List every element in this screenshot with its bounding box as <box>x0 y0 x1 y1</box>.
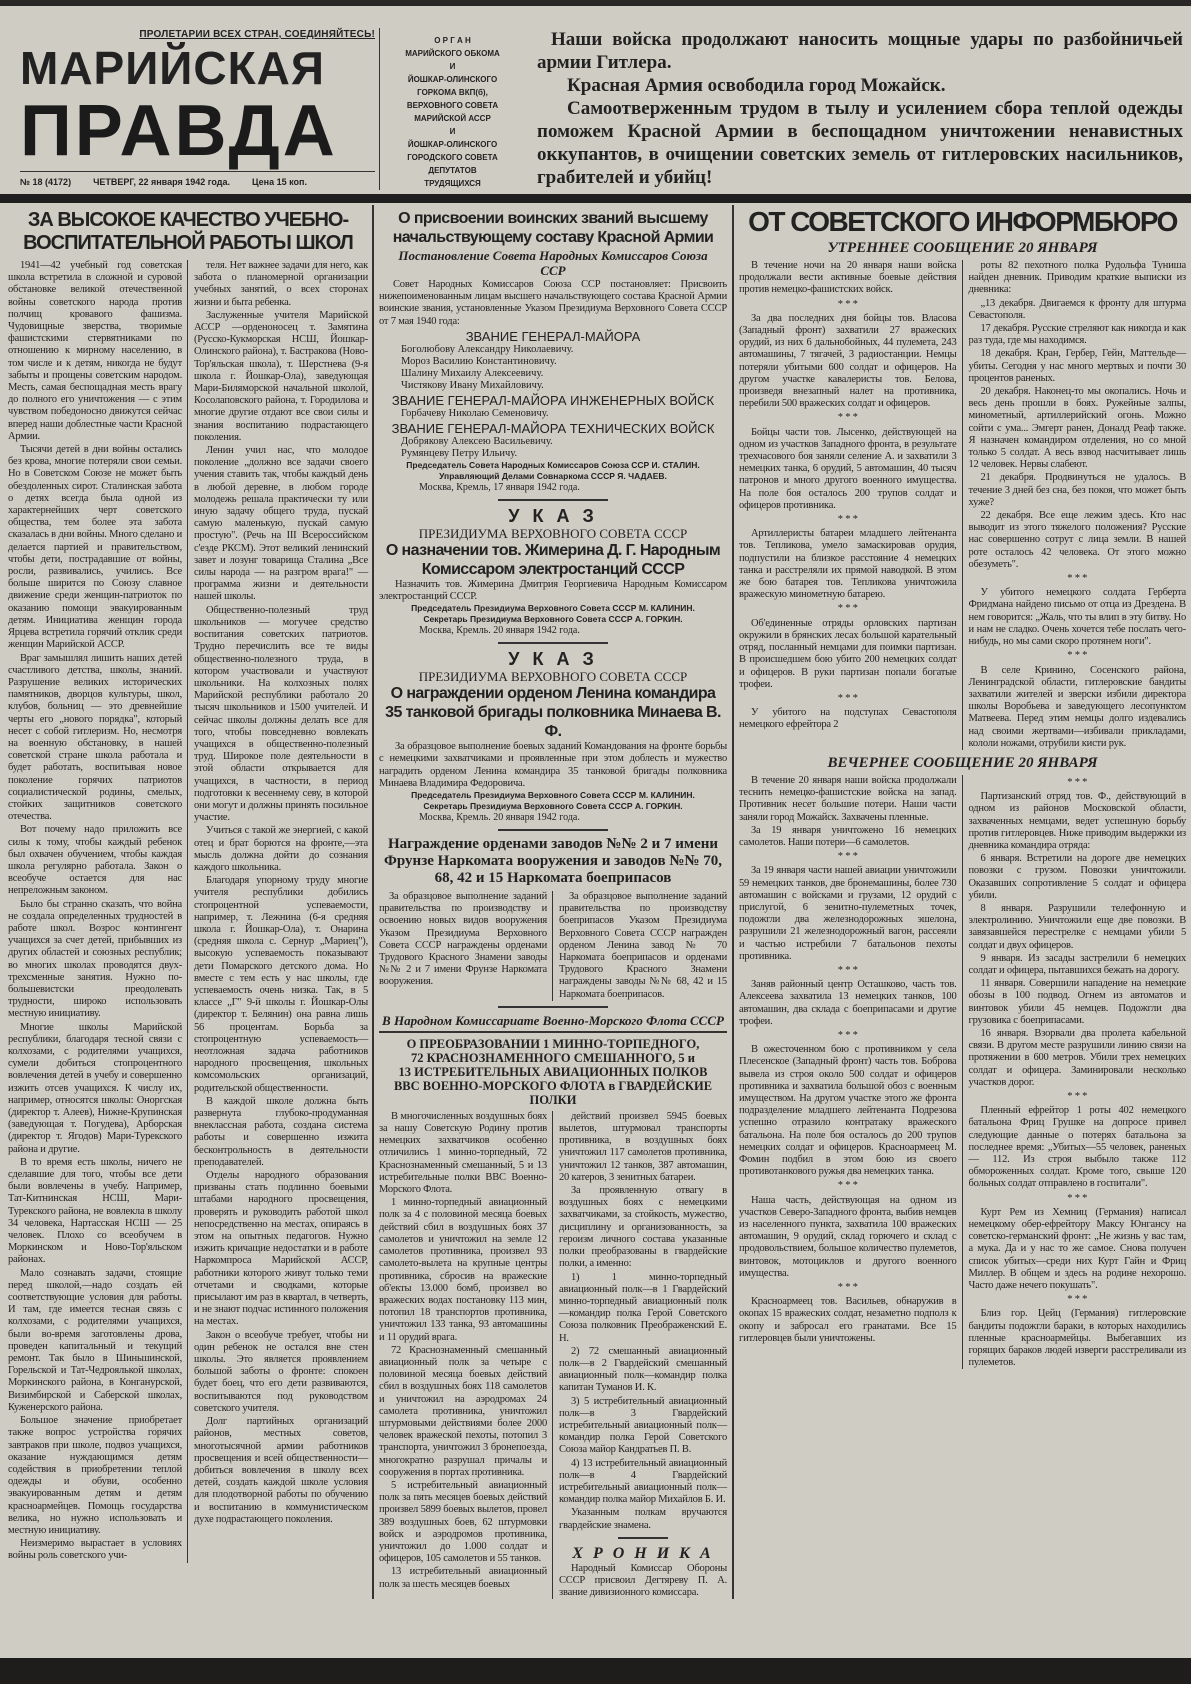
paragraph: Отделы народного образования призваны стать подлинно боевыми штабами народного просвещения, проверять и руководить работой школ непосредственно на местах, опираясь в этом на опытных педагогов. Нужно изжить кричащие недостатки и в работе Наркомпроса Марийской АССР, работники которого живут только теми отчетами и сводками, которые присылают им раз в квартал, в четверть, и не знают подчас истинного положения на местах. <box>194 1170 368 1328</box>
paragraph: Бойцы части тов. Лысенко, действующей на одном из участков Западного фронта, в результате трехчасового боя заняли селение А. и захватили 3 немецких танка, 6 орудий, 5 автомашин, 40 тысяч патронов и много другого военного имущества. На поле боя осталось 200 трупов солдат и офицеров противника. <box>739 426 957 511</box>
editorial-columns <box>8 260 368 1563</box>
middle-column <box>374 203 732 1599</box>
paragraph: В течение 20 января наши войска продолжали теснить немецко-фашистские войска на запад. Противник несет большие потери. Наши части заняли город Можайск. Захвачены пленные. <box>739 774 957 823</box>
paragraph: Многие школы Марийской республики, благодаря тесной связи с колхозами, с родителями учащихся, сумели добиться стопроцентного вовлечения детей в учебу и совершенно изжить отсев учащихся. К числу их, например, относятся школы: Оноргская (директор т. Алеев), Нижне-Крупинская (заведующая т. Погудева), Арборская (директор т. Ягодов) Мари-Турекского района и другие. <box>8 1021 182 1155</box>
editorial-title-line: ВОСПИТАТЕЛЬНОЙ РАБОТЫ ШКОЛ <box>23 232 353 254</box>
morning-report-title: УТРЕННЕЕ СООБЩЕНИЕ 20 ЯНВАРЯ <box>827 240 1098 256</box>
editorial-title-line: ЗА ВЫСОКОЕ КАЧЕСТВО УЧЕБНО- <box>27 209 349 231</box>
paragraph: Заняв районный центр Осташково, часть тов. Алексеева захватила 13 немецких танков, 100 автомашин, два склада с боеприпасами и другие трофеи. <box>739 979 957 1027</box>
masthead-slogan: ПРОЛЕТАРИИ ВСЕХ СТРАН, СОЕДИНЯЙТЕСЬ! <box>139 29 375 40</box>
editorial-headline <box>8 209 368 255</box>
factories-columns <box>379 891 727 1001</box>
evening-column-2 <box>969 775 1187 1370</box>
navy-title-line: О ПРЕОБРАЗОВАНИИ 1 МИННО-ТОРПЕДНОГО, <box>406 1036 700 1051</box>
paragraph: 5 истребительный авиационный полк за пять месяцев боевых действий произвел 5899 боевых вылетов, провел 389 воздушных боев, 62 штурмовки войск и аэродромов противника, уничтожил до 1.000 солдат и офицеров, 105 самолетов и 55 танков. <box>379 1479 547 1565</box>
morning-column-2 <box>969 260 1187 750</box>
ranks-title-line: начальствующему составу Красной Армии <box>392 229 714 246</box>
factories-title: Награждение орденами заводов №№ 2 и 7 имени Фрунзе Наркомата вооружения и заводов №№ 70, 68, 42 и 15 Наркомата боеприпасов <box>384 836 722 887</box>
ukaz-zhimerin <box>379 506 727 644</box>
navy-title-line: 72 КРАСНОЗНАМЕННОГО СМЕШАННОГО, 5 и <box>410 1050 696 1065</box>
section-separator: * * * <box>1067 776 1088 788</box>
factories-award <box>379 836 727 1008</box>
ukaz-heading: У К А З <box>508 505 598 526</box>
paragraph: Тысячи детей в дни войны остались без крова, многие потеряли свои семьи. Но в Советском Союзе не может быть обездоленных сирот. Сталинская забота о детях всегда была одной из характернейших черт советского общества, тем более эта забота сказалась в дни войны. Много сделано и делается партией и правительством, чтобы дети, пострадавшие от войны, росли, развивались, учились. Все больше ширится по Союзу славное движение среди женщин-патриоток по оказанию помощи эвакуированным детям. Инициатива женщин города Ярцева встретила горячий отклик среди женщин Марийской АССР. <box>8 444 182 651</box>
masthead-title-block <box>20 28 375 190</box>
section-separator: * * * <box>837 1029 858 1041</box>
paragraph: За 19 января части нашей авиации уничтожили 59 немецких танков, две бронемашины, более 730 автомашин с войсками и грузами, 12 орудий с прислугой, 6 зенитно-пулеметных точек, подожгли два железнодорожных эшелона, разрушили 21 железнодорожный вагон, рассеяли и частью истребили 7 батальонов пехоты противника. <box>739 865 957 962</box>
signature: Секретарь Президиума Верховного Совета СССР А. ГОРКИН. <box>423 801 683 812</box>
paragraph: В то время есть школы, ничего не сделавшие для того, чтобы все дети были вовлечены в учебу. Например, Тат-Китнинская НСШ, Мари-Турекского района, не вовлекла в школу 34 человека, Нартасская НСШ — 25 человек. Плохо со всеобучем в Моркинском и Ново-Тор'яльском районах. <box>8 1156 182 1266</box>
publisher-line: И <box>449 62 456 71</box>
dateline: Москва, Кремль, 17 января 1942 года. <box>419 481 580 493</box>
divider <box>618 1537 668 1539</box>
section-separator: * * * <box>837 298 858 310</box>
ukaz-title-line: О назначении тов. Жимерина Д. Г. Народным <box>385 541 721 559</box>
chronicle-title: Х Р О Н И К А <box>572 1544 714 1562</box>
section-separator: * * * <box>837 603 858 615</box>
paragraph: Враг замышлял лишить наших детей счастливого детства, школы, знаний. Разрушение великих исторических памятников, дворцов культуры, школ, клубов, больниц — это древнейшие черты его „нового порядка", который несет с собой гитлеризм. Но, несмотря на военную обстановку, в нашей советской стране школа работала и будет работать, воспитывая новое поколение горячих патриотов социалистической родины, смелых, стойких защитников советского отечества. <box>8 652 182 823</box>
awardee-name: Чистякову Ивану Михайловичу. <box>401 379 544 391</box>
page-columns <box>0 203 1191 1599</box>
ukaz-body-name: ПРЕЗИДИУМА ВЕРХОВНОГО СОВЕТА СССР <box>418 525 688 541</box>
publisher-line: ГОРОДСКОГО СОВЕТА <box>407 153 498 162</box>
navy-title <box>379 1037 727 1107</box>
editorial <box>0 203 372 1599</box>
ukaz-body-name: ПРЕЗИДИУМА ВЕРХОВНОГО СОВЕТА СССР <box>418 669 688 685</box>
awardee-name: Добрякову Алексею Васильевичу. <box>401 435 553 447</box>
navy-title-line: ВВС ВОЕННО-МОРСКОГО ФЛОТА в ГВАРДЕЙСКИЕ ПОЛКИ <box>393 1078 713 1107</box>
dateline: Москва, Кремль. 20 января 1942 года. <box>419 812 580 824</box>
ranks-intro: Совет Народных Комиссаров Союза ССР постановляет: Присвоить нижепоименованным лицам высшего начальствующего состава Красной Армии воинские звания, установленные Указом Президиума Верховного Совета СССР от 7 мая 1940 года: <box>379 279 727 327</box>
paragraph: 18 декабря. Кран, Гербер, Гейн, Маттельде—убиты. Сегодня у нас много мертвых и почти 30 процентов раненых. <box>968 348 1186 384</box>
paragraph: В течение ночи на 20 января наши войска продолжали вести активные боевые действия против немецко-фашистских войск. <box>739 260 957 296</box>
paragraph: 6 января. Встретили на дороге две немецких повозки с грузом. Повозки уничтожили. Оказавших сопротивление 5 солдат и офицера убили. <box>968 853 1186 901</box>
paragraph: Указанным полкам вручаются гвардейские знамена. <box>559 1507 727 1531</box>
signature: Председатель Президиума Верховного Совета СССР М. КАЛИНИН. <box>411 790 695 801</box>
publisher-line: ЙОШКАР-ОЛИНСКОГО <box>407 140 498 149</box>
paragraph: Закон о всеобуче требует, чтобы ни один ребенок не остался вне стен школы. Это является проявлением большой заботы о фронте: спокоен будет боец, что его дети развиваются, воспитываются под руководством советского учителя. <box>194 1329 368 1414</box>
paragraph: 17 декабря. Русские стреляют как никогда и как раз туда, где мы находимся. <box>968 323 1186 347</box>
section-separator: * * * <box>1067 1091 1088 1102</box>
navy-title-line: 13 ИСТРЕБИТЕЛЬНЫХ АВИАЦИОННЫХ ПОЛКОВ <box>398 1064 708 1079</box>
paragraph: 21 декабря. Продвинуться не удалось. В течение 3 дней без сна, без покоя, что может быть хуже? <box>968 472 1186 508</box>
ukaz-text: За образцовое выполнение боевых заданий Командования на фронте борьбы с немецкими захватчиками и проявленные при этом доблесть и мужество наградить орденом Ленина командира 35 танковой бригады полковника Минаева Владимира Федоровича. <box>379 741 727 789</box>
paragraph: Долг партийных организаций районов, местных советов, многотысячной армии работников просвещения и всей общественности— добиться вовлечения в школу всех детей, создать каждой школе условия для плодотворной работы по обучению и воспитанию в коммунистическом духе подрастающего поколения. <box>194 1416 368 1525</box>
rank-heading: ЗВАНИЕ ГЕНЕРАЛ-МАЙОРА <box>465 328 641 344</box>
section-separator: * * * <box>1067 650 1088 662</box>
signature: Председатель Президиума Верховного Совета СССР М. КАЛИНИН. <box>411 603 695 614</box>
paragraph: 9 января. Из засады застрелили 6 немецких солдат и офицера, пытавшихся бежать на дорогу. <box>968 952 1186 976</box>
publisher-box <box>379 28 525 190</box>
paragraph: 2) 72 смешанный авиационный полк—в 2 Гвардейский смешанный авиационный полк—командир полка капитан Туманов И. К. <box>559 1345 727 1394</box>
sovinformburo <box>734 203 1191 1599</box>
signature: Управляющий Делами Совнаркома СССР Я. ЧАДАЕВ. <box>439 470 667 481</box>
morning-column-1 <box>739 260 963 750</box>
ranks-subtitle: Постановление Совета Народных Комиссаров Союза ССР <box>398 248 708 278</box>
divider <box>498 829 608 831</box>
factories-text: За образцовое выполнение заданий правительства по производству боеприпасов Указом Президиума Верховного Совета СССР награжден орденом Ленина завод № 70 Наркомата боеприпасов и орденами Трудового Красного Знамени награждены заводы №№ 68, 42 и 15 Наркомата боеприпасов. <box>559 891 727 1000</box>
rank-groups <box>379 329 727 460</box>
paragraph: Красноармеец тов. Васильев, обнаружив в окопах 15 вражеских солдат, незаметно подполз к окопу и забросал его гранатами. Все 15 гитлеровцев были уничтожены. <box>739 1296 957 1344</box>
evening-report-title: ВЕЧЕРНЕЕ СООБЩЕНИЕ 20 ЯНВАРЯ <box>827 754 1098 771</box>
paragraph: 4) 13 истребительный авиационный полк—в 4 Гвардейский истребительный авиационный полк—командир полка майор Михайлов Б. И. <box>559 1457 727 1506</box>
ukaz-title-line: О награждении орденом Ленина командира <box>390 685 716 703</box>
paragraph: действий произвел 5945 боевых вылетов, штурмовал транспорты противника, в воздушных боях уничтожил 117 самолетов противника, уничтожил 12 танков, 387 автомашин, 20 катеров, 3 зенитных батареи. <box>559 1110 727 1183</box>
divider <box>498 499 608 501</box>
paragraph: Неизмеримо вырастает в условиях войны роль советского учи- <box>8 1538 182 1562</box>
paragraph: В каждой школе должна быть развернута глубоко-продуманная внеклассная работа, создана система работы и совершенно изжита бесконтрольность в деятельности преподавателей. <box>194 1095 368 1168</box>
paragraph: роты 82 пехотного полка Рудольфа Туниша найден дневник. Приводим краткие выписки из дневника: <box>968 260 1186 296</box>
dateline: Москва, Кремль. 20 января 1942 года. <box>419 625 580 637</box>
issue-price: Цена 15 коп. <box>251 177 307 187</box>
masthead-rule <box>0 194 1191 203</box>
ranks-title-line: О присвоении воинских званий высшему <box>398 210 708 227</box>
paragraph: Учиться с такой же энергией, с какой отец и брат борются на фронте,—эта мысль должна дойти до сознания каждого школьника. <box>194 825 368 873</box>
paragraph: Наша часть, действующая на одном из участков Северо-Западного фронта, выбив немцев из населенного пункта, захватила 100 вражеских автомашин, 9 орудий, склад горючего и склад с продовольствием, большое количество пулеметов, винтовок, мотоциклов и другого военного имущества. <box>739 1194 957 1279</box>
scan-edge-bottom <box>0 1658 1191 1684</box>
navy-column-2 <box>559 1111 727 1600</box>
publisher-line: МАРИЙСКОГО ОБКОМА <box>405 49 500 58</box>
factories-text: За образцовое выполнение заданий правительства по производству и освоению новых видов вооружения Указом Президиума Верховного Совета СССР награждены орденами Трудового Красного Знамени заводы №№ 2 и 7 имени Фрунзе Наркомата вооружения. <box>379 891 553 1001</box>
rank-heading: ЗВАНИЕ ГЕНЕРАЛ-МАЙОРА ТЕХНИЧЕСКИХ ВОЙСК <box>391 420 715 436</box>
paragraph: Ленин учил нас, что молодое поколение „должно все задачи своего учения ставить так, чтобы каждый день в любой деревне, в любом городе молодежь решала практически ту или иную задачу общего труда, пускай самую маленькую, пускай самую простую". (Речь на III Всероссийском с'езде РКСМ). Этот великий ленинский завет и лозунг товарища Сталина „Все силы народа — на разгром врага!" —программа жизни и деятельности нашей школы. <box>194 445 368 603</box>
masthead <box>0 6 1191 190</box>
publisher-line: ЙОШКАР-ОЛИНСКОГО <box>407 75 498 84</box>
masthead-title-line2: ПРАВДА <box>20 91 338 171</box>
section-separator: * * * <box>837 412 858 424</box>
issue-date: ЧЕТВЕРГ, 22 января 1942 года. <box>93 177 230 187</box>
paragraph: Общественно-полезный труд школьников — могучее средство воспитания советских патриотов. Трудно перечислить все те виды общественно-полезного труда, в котором участвовали и участвуют школьники. На колхозных полях Марийской республики работало 20 тысяч школьников и 1500 учителей. И сейчас школы должны делать все для того, чтобы повседневно вовлекать учащихся в общественно-полезный труд. Широкое поле деятельности в этой области открывается для учащихся, в частности, в период подготовки к весеннему севу, в которой они могут и должны принять посильное участие. <box>194 604 368 824</box>
navy-columns <box>379 1111 727 1600</box>
publisher-line: ТРУДЯЩИХСЯ <box>424 179 481 188</box>
paragraph: 1) 1 минно-торпедный авиационный полк—в 1 Гвардейский минно-торпедный авиационный полк—командир полка Герой Советского Союза полковник Преображенский Е. Н. <box>559 1271 727 1344</box>
paragraph: Вот почему надо приложить все силы к тому, чтобы каждый ребенок был охвачен обучением, чтобы каждая школа регулярно работала. Закон о всеобуче остается для нас непреложным законом. <box>8 824 182 897</box>
ukaz-heading: У К А З <box>508 649 598 670</box>
awardee-name: Горбачеву Николаю Семеновичу. <box>401 407 549 419</box>
section-separator: * * * <box>1067 1294 1088 1306</box>
paragraph: 1 минно-торпедный авиационный полк за 4 с половиной месяца боевых действий сбил в воздушных боях 37 самолетов и уничтожил на земле 12 самолетов противника, произвел 93 самолето-вылета на крупные центры противника, сбросив на вражеские об'екты 13.000 бомб, произвел во вражеских водах постановку 113 мин, потопил 18 транспортов противника, уничтожил 133 танка, 93 автомашины и 11 орудий врага. <box>379 1197 547 1343</box>
paragraph: 11 января. Совершили нападение на немецкие обозы в 100 подвод. Огнем из автоматов и винтовок убили 45 немцев. Подожгли два грузовика с боеприпасами. <box>968 978 1186 1026</box>
publisher-line: ДЕПУТАТОВ <box>428 166 477 175</box>
section-separator: * * * <box>837 1180 858 1192</box>
front-slogans <box>537 28 1183 190</box>
paragraph: 20 декабря. Наконец-то мы окопались. Ночь и весь день прошли в боях. Ружейные залпы, минометный, артиллерийский огонь. Можно сойти с ума... Эмгерт ранен, Доналд Реаф также. Я назначен командиром отделения, но со мной только 5 солдат. А весь взвод насчитывает лишь 12 человек. Нервы слабеют. <box>968 386 1186 471</box>
navy-column-1 <box>379 1111 553 1600</box>
paragraph: 13 истребительный авиационный полк за шесть месяцев боевых <box>379 1566 547 1590</box>
paragraph: Мало сознавать задачи, стоящие перед школой,—надо создать ей соответствующие условия для работы. И там, где имеется тесная связь с колхозами, с родителями учащихся, были во-время заготовлены дрова, проведен капитальный и текущий ремонт. Так было в Шиньшинской, Горельской и Тат-Чедроялькой школах, Моркинского района, в Конганурской, Визимбирской и Саберской школах, Куженерского района. <box>8 1267 182 1413</box>
paragraph: 22 декабря. Все еще лежим здесь. Кто нас выводит из этого тяжелого положения? Русские нас совершенно сотрут с лица земли. В нашей роте осталось 42 человека. От этого можно обезуметь". <box>968 510 1186 570</box>
signature: Секретарь Президиума Верховного Совета СССР А. ГОРКИН. <box>423 614 683 625</box>
chronicle-text: Народный Комиссар Обороны СССР присвоил Дегтяреву П. А. звание дивизионного комиссара. <box>559 1562 727 1599</box>
paragraph: За проявленную отвагу в воздушных боях с немецкими захватчиками, за стойкость, мужество, дисциплину и организованность, за героизм личного состава указанные полки преобразованы в гвардейские полки, а именно: <box>559 1185 727 1270</box>
awardee-name: Румянцеву Петру Ильичу. <box>401 447 518 459</box>
navy-column-2-text <box>559 1111 727 1532</box>
section-separator: * * * <box>1067 573 1088 585</box>
paragraph: Заслуженные учителя Марийской АССР —орденоносец т. Замятина (Русско-Кукморская НСШ, Йошкар-Олинского района), т. Бастракова (Ново-Тор'яльская школа), т. Шерстнева (9-я школа г. Йошкар-Ола), заведующая Мари-Биляморской начальной школой, Косолаповского района, т. Городилова и многие другие отдают все свои силы и знания воспитанию подрастающего поколения. <box>194 309 368 443</box>
signature: Председатель Совета Народных Комиссаров Союза ССР И. СТАЛИН. <box>406 459 700 470</box>
paragraph: теля. Нет важнее задачи для него, как забота о планомерной организации учебных занятий, о всех сторонах жизни и быта ребенка. <box>194 260 368 308</box>
divider <box>498 1006 608 1008</box>
ranks-decree <box>379 209 727 501</box>
rank-heading: ЗВАНИЕ ГЕНЕРАЛ-МАЙОРА ИНЖЕНЕРНЫХ ВОЙСК <box>391 392 715 408</box>
paragraph: У убитого немецкого солдата Герберта Фридмана найдено письмо от отца из Дрездена. В нем говорится: „Жаль, что ты влип в эту битву. Но и нам не сладко. Очень хочется тебе послать чего-нибудь, но мы сами скоро протянем ноги". <box>968 587 1186 648</box>
awardee-name: Шалину Михаилу Алексеевичу. <box>401 367 544 379</box>
publisher-line: И <box>449 127 456 136</box>
paragraph: Было бы странно сказать, что война не создала определенных трудностей в работе школ. Возрос контингент учащихся за счет детей, прибывших из других областей и союзных республик; во многих школах проводятся двух-трехсменные занятия. Нужно по-большевистски преодолевать трудности, широко использовать местную инициативу. <box>8 898 182 1020</box>
section-separator: * * * <box>837 692 858 704</box>
sovinformburo-title: ОТ СОВЕТСКОГО ИНФОРМБЮРО <box>748 206 1177 237</box>
paragraph: За два последних дня бойцы тов. Власова (Западный фронт) захватили 27 вражеских орудий, из них 6 дальнобойных, 44 пулемета, 243 автомашины, 7 тягачей, 3 радиостанции. Немцы потеряли убитыми 600 солдат и офицеров. На другом участке кавалеристы тов. Белова, произведя внезапный налет на противника, перебили 500 вражеских солдат и офицеров. <box>739 312 957 410</box>
paragraph: За 19 января уничтожено 16 немецких самолетов. Наши потери—6 самолетов. <box>739 824 957 848</box>
section-separator: * * * <box>837 514 858 526</box>
awardee-name: Мороз Василию Константиновичу. <box>401 355 557 367</box>
publisher-line: О Р Г А Н <box>434 36 471 45</box>
paragraph: Большое значение приобретает также вопрос устройства горячих завтраков при школе, подвоз учащихся, оказание нуждающимся детям содействия в приобретении теплой одежды и обуви, особенно эвакуированным детям и детям красноармейцев. Помощь государства велика, но нужно использовать и местную инициативу. <box>8 1415 182 1536</box>
evening-columns <box>739 775 1186 1370</box>
paragraph: Курт Рем из Хемниц (Германия) написал немецкому обер-ефрейтору Максу Юнгансу на советско-германский фронт: „Не жизнь у вас там, а мука. Да и у нас то же самое. Снова получен список убитых—среди них Курт Гайн и Фриц Миллер. В общем и здесь на родине нехорошо. Часто даже нечего покушать". <box>968 1206 1186 1292</box>
paragraph: В селе Кринино, Сосенского района, Ленинградской области, гитлеровские бандиты захватили жителей и зверски избили директора школы Воробьева и заведующего лесопунктом Матвеева. Перед этим немцы долго издевались над своими жертвами—избивали прикладами, кололи ножами, отрубили кисти рук. <box>968 664 1186 749</box>
section-separator: * * * <box>837 1282 858 1294</box>
ukaz-minaev <box>379 649 727 831</box>
paragraph: 8 января. Разрушили телефонную и электролинию. Уничтожили еще две повозки. В завязавшейся перестрелке с немцами убили 5 солдат и двух офицеров. <box>968 902 1186 951</box>
paragraph: 3) 5 истребительный авиационный полк—в 3 Гвардейский истребительный авиационный полк—командир полка Герой Советского Союза майор Кандратьев П. В. <box>559 1395 727 1456</box>
ukaz-title <box>379 684 727 741</box>
publisher-line: ГОРКОМА ВКП(б), <box>417 88 488 97</box>
ukaz-title-line: 35 танковой бригады полковника Минаева В. Ф. <box>385 704 721 741</box>
front-slogan: Самоотверженным трудом в тылу и усилением сбора теплой одежды поможем Красной Армии в беспощадном уничтожении ненавистных оккупантов, в очищении советских земель от гитлеровских насильников, грабителей и убийц! <box>537 98 1183 188</box>
paragraph: Об'единенные отряды орловских партизан окружили в брянских лесах большой карательный отряд, посланный немцами для поимки партизан. В происшедшем бою убито 200 немецких солдат и офицеров. В руки партизан попали богатые трофеи. <box>739 617 957 690</box>
ukaz-title-line: Комиссаром электростанций СССР <box>421 560 685 578</box>
front-slogan: Наши войска продолжают наносить мощные удары по разбойничьей армии Гитлера. <box>537 29 1183 73</box>
ukaz-title <box>379 541 727 579</box>
evening-column-1 <box>739 775 963 1370</box>
paragraph: Партизанский отряд тов. Ф., действующий в одном из районов Московской области, захваченных немцами, ведет успешную борьбу против гитлеровцев. Ниже приводим выдержки из дневника командира отряда: <box>968 791 1186 851</box>
paragraph: 1941—42 учебный год советская школа встретила в сложной и суровой обстановке великой отечественной войны советского народа против полчищ кровавого фашизма. Чудовищные зверства, творимые фашистскими стервятниками по отношению к мирному населению, в том числе и к детям, никогда не будут забыты и прощены советским народом. Месть, самая беспощадная месть врагу до полного его уничтожения — с этим чувством победоносно движутся сейчас вперед наши доблестные части Красной Армии. <box>8 260 182 442</box>
issue-line <box>20 171 375 188</box>
section-separator: * * * <box>837 964 858 976</box>
paragraph: Пленный ефрейтор 1 роты 402 немецкого батальона Фриц Грушке на допросе привел следующие данные о потерях батальона за последнее время: „Убитых—55 человек, раненых — 112. Из строя выбыло также 112 обмороженных солдат. Кроме того, свыше 120 больных солдат отправлено в госпитали". <box>968 1105 1186 1190</box>
paragraph: 16 января. Взорвали два пролета кабельной связи. В другом месте разрушили линию связи на протяжении в 600 метров. Убили трех немецких солдат и офицера. Заминировали несколько участков дорог. <box>968 1027 1186 1088</box>
paragraph: Благодаря упорному труду многие учителя республики добились стопроцентной успеваемости, например, т. Лежнина (6-я средняя школа г. Йошкар-Ола), т. Онарина (средняя школа с. Сернур „Мариец"), высокую успеваемость показывают дети Помарского детского дома. Но вместе с тем есть у нас школы, где успеваемость очень низка. Так, в 5 классе „Г" 9-й школы г. Йошкар-Олы (директор т. Белянин) она равна лишь 56 процентам. Борьба за стопроцентную успеваемость—неотложная задача работников народного просвещения, школьных комсомольских организаций, родительской общественности. <box>194 875 368 1094</box>
paragraph: „13 декабря. Двигаемся к фронту для штурма Севастополя. <box>968 297 1186 321</box>
paragraph: В ожесточенном бою с противником у села Плесенское (Западный фронт) часть тов. Боброва вывела из строя около 500 солдат и офицеров противника и захватила большой обоз с военным имуществом. На другом участке этого же фронта подразделение младшего лейтенанта Подрезова успешно отразило контратаку вражеского батальона. На поле боя осталось до 200 трупов немецких солдат и офицеров. Красноармеец М. Фомин подбил в этом бою из своего противотанкового ружья два немецких танка. <box>739 1044 957 1178</box>
ranks-title <box>379 209 727 247</box>
navy-kicker: В Народном Комиссариате Военно-Морского Флота СССР <box>379 1013 727 1033</box>
awardee-name: Боголюбову Александру Николаевичу. <box>401 343 574 355</box>
paragraph: 72 Краснознаменный смешанный авиационный полк за четыре с половиной месяца боевых действий сбил в воздушных боях 118 самолетов и уничтожил на аэродромах 24 самолета противника, уничтожил штурмовыми действиями более 2000 человек вражеской пехоты, потопил 3 транспорта, уничтожил 3 бронепоезда, многократно разрушал причалы и сооружения в портах противника. <box>379 1344 547 1478</box>
editorial-column-1 <box>8 260 188 1563</box>
front-slogan: Красная Армия освободила город Можайск. <box>567 75 946 96</box>
paragraph: Артиллеристы батареи младшего лейтенанта тов. Тепликова, умело замаскировав орудия, подпустили на близкое расстояние 4 немецких танка и расстреляли их прямой наводкой. В этом же бою батарея тов. Тепликова уничтожила вражескую минометную батарею. <box>739 528 957 601</box>
editorial-column-2 <box>194 260 368 1563</box>
morning-columns <box>739 260 1186 750</box>
paragraph: У убитого на подступах Севастополя немецкого ефрейтора 2 <box>739 707 957 731</box>
masthead-title-line1: МАРИЙСКАЯ <box>20 42 325 94</box>
paragraph: В многочисленных воздушных боях за нашу Советскую Родину против немецких захватчиков особенно отличились 1 минно-торпедный, 72 Краснознаменный смешанный, 5 и 13 истребительные полки ВВС Военно-Морского Флота. <box>379 1110 547 1196</box>
publisher-line: МАРИЙСКОЙ АССР <box>414 114 491 123</box>
paragraph: Близ гор. Цейц (Германия) гитлеровские бандиты подожгли бараки, в которых находились пленные красноармейцы. Выбегавших из горящих бараков людей изверги расстреливали из пулеметов. <box>968 1308 1186 1369</box>
publisher-line: ВЕРХОВНОГО СОВЕТА <box>406 101 499 110</box>
divider <box>498 642 608 644</box>
section-separator: * * * <box>837 851 858 863</box>
issue-number: № 18 (4172) <box>20 177 72 187</box>
ukaz-text: Назначить тов. Жимерина Дмитрия Георгиевича Народным Комиссаром электростанций СССР. <box>379 578 727 603</box>
section-separator: * * * <box>1067 1192 1088 1204</box>
